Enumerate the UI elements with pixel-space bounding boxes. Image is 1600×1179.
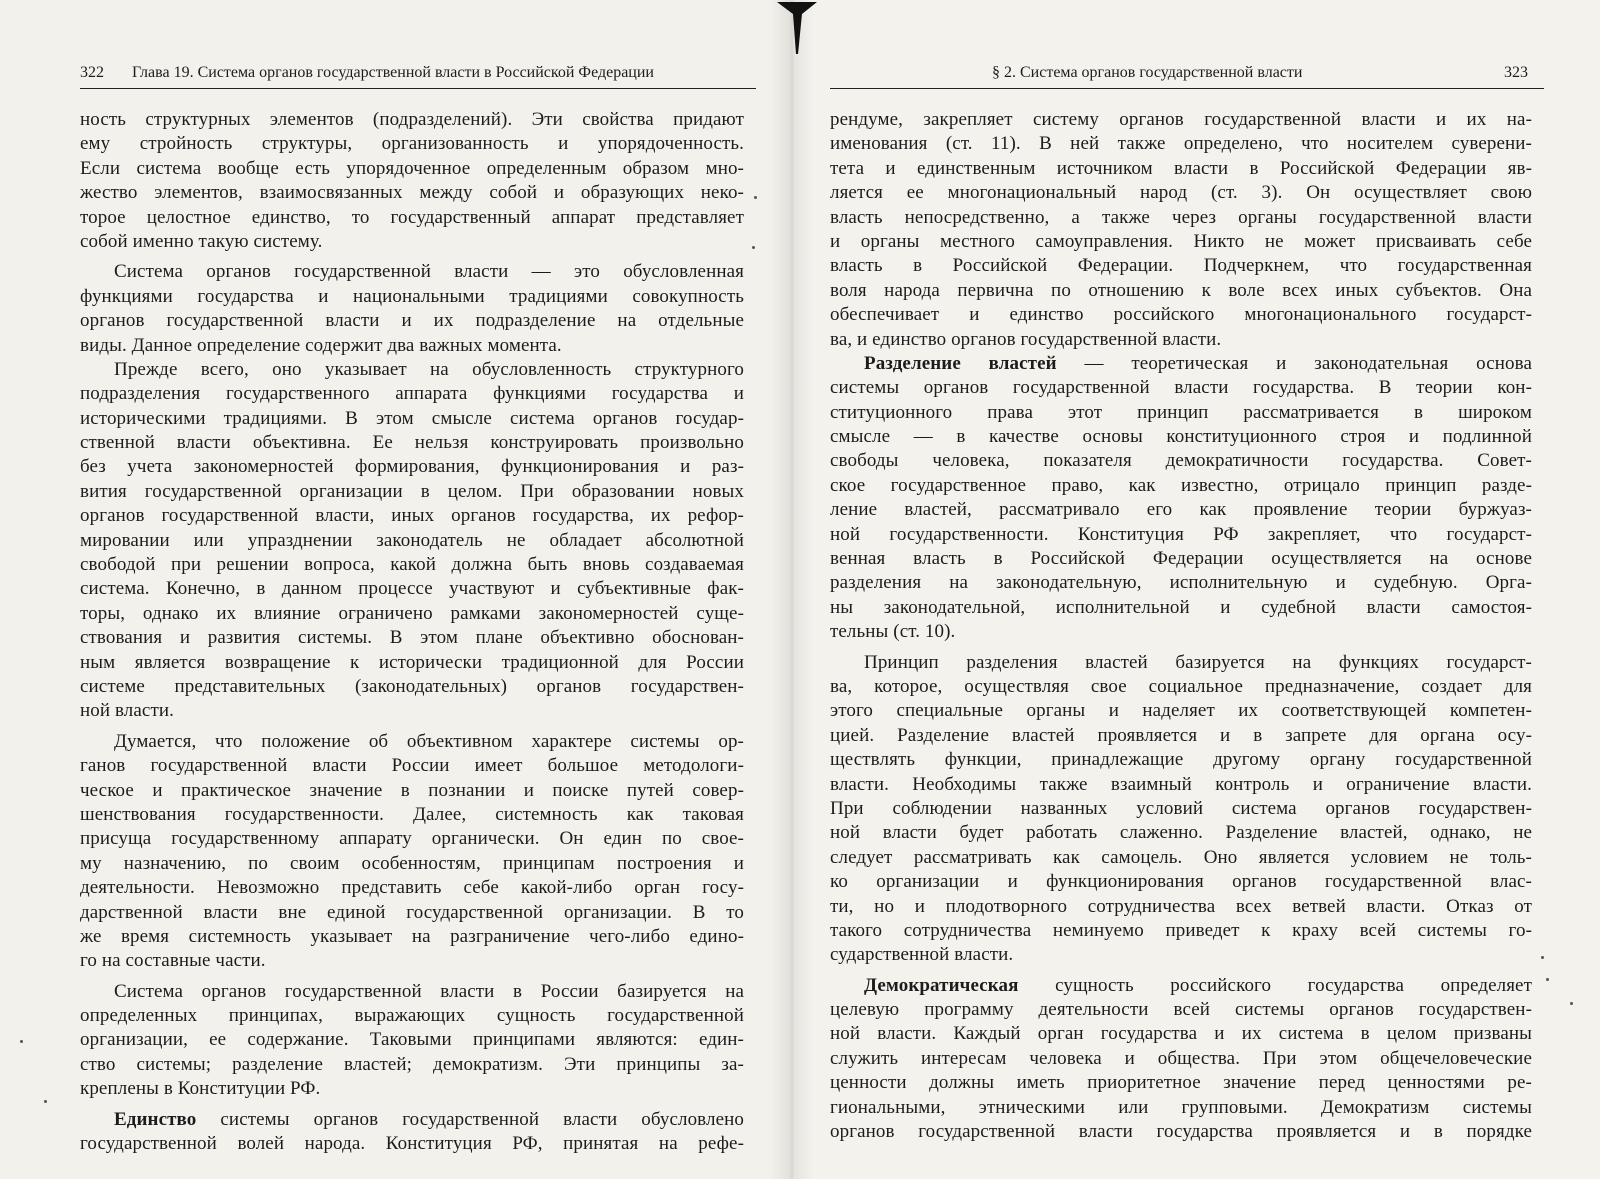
- line-text: определенных принципах, выражающих сущность государственной: [80, 1005, 744, 1027]
- line-text: виды. Данное определение содержит два важных момента.: [80, 334, 562, 356]
- line-text: ституционного права этот принцип рассматривается в широком: [830, 401, 1532, 423]
- line-text: тета и единственным источником власти в Российской Федерации яв-: [830, 157, 1532, 179]
- line-text: ной власти.: [80, 700, 174, 722]
- left-header-title: Глава 19. Система органов государственной власти в Российской Федерации: [132, 64, 654, 81]
- line-text: власти. Необходимы также взаимный контроль и ограничение власти.: [830, 773, 1532, 795]
- text-line: [830, 943, 1532, 967]
- right-header-title: § 2. Система органов государственной власти: [992, 64, 1303, 81]
- text-line: [830, 1120, 1532, 1144]
- text-line: [830, 279, 1532, 303]
- line-text: подразделения государственного аппарата функциями государства и: [80, 383, 744, 405]
- line-text: Прежде всего, оно указывает на обусловленность структурного: [114, 358, 744, 380]
- line-text: тельны (ст. 10).: [830, 621, 956, 643]
- text-line: [830, 821, 1532, 845]
- line-text: При соблюдении названных условий система органов государствен-: [830, 797, 1532, 819]
- line-text: государственной волей народа. Конституция РФ, принятая на рефе-: [80, 1133, 744, 1155]
- line-text: органов государственной власти и их подразделение на отдельные: [80, 310, 744, 332]
- line-text: вития государственной организации в целом. При образовании новых: [80, 480, 744, 502]
- line-text: го на составные части.: [80, 950, 266, 972]
- line-text: Система органов государственной власти — это обусловленная: [114, 261, 744, 283]
- line-text: ческое и практическое значение в познании и поиске путей совер-: [80, 779, 744, 801]
- text-line: [80, 309, 744, 333]
- line-text: ствования и развития системы. В этом плане объективно обоснован-: [80, 627, 744, 649]
- text-line: [830, 596, 1532, 620]
- text-line: [80, 132, 744, 156]
- text-line: [830, 523, 1532, 547]
- text-line: [80, 1053, 744, 1077]
- line-text: целевую программу деятельности всей системы органов государствен-: [830, 999, 1532, 1021]
- right-page: [790, 0, 1600, 1179]
- text-line: [830, 132, 1532, 156]
- text-line: [80, 602, 744, 626]
- text-line: [80, 181, 744, 205]
- text-line: [80, 285, 744, 309]
- line-text: Если система вообще есть упорядоченное определенным образом мно-: [80, 157, 744, 179]
- text-line: [80, 901, 744, 925]
- bold-term: Демократическая: [864, 974, 1019, 996]
- right-page-body: [830, 108, 1532, 1144]
- line-text: ляется ее многонациональный народ (ст. 3). Он осуществляет свою: [830, 182, 1532, 204]
- text-line: [830, 206, 1532, 230]
- line-text: система. Конечно, в данном процессе участвуют и субъективные фак-: [80, 578, 744, 600]
- line-text: шенствования государственности. Далее, системность как таковая: [80, 803, 744, 825]
- line-text: следует рассматривать как самоцель. Оно является условием не толь-: [830, 846, 1532, 868]
- line-text: сущность российского государства определяет: [1055, 974, 1532, 996]
- left-running-header: [80, 58, 756, 89]
- line-text: ление властей, рассматривало его как проявление теории буржуаз-: [830, 499, 1532, 521]
- text-line: [80, 334, 744, 358]
- line-text: присуща государственному аппарату органически. Он един по свое-: [80, 828, 744, 850]
- text-line: [80, 949, 744, 973]
- text-line: [830, 773, 1532, 797]
- text-line: [80, 230, 744, 254]
- line-text: дарственной власти вне единой государственной организации. В то: [80, 901, 744, 923]
- line-text: ной власти. Каждый орган государства и их система в целом призваны: [830, 1023, 1532, 1045]
- scan-speck: [1546, 978, 1549, 981]
- line-text: воля народа первична по отношению к воле всех иных субъектов. Она: [830, 279, 1532, 301]
- text-line: [830, 230, 1532, 254]
- text-line: [80, 455, 744, 479]
- text-line: [830, 620, 1532, 644]
- line-text: венная власть в Российской Федерации осуществляется на основе: [830, 548, 1532, 570]
- line-text: ему стройность структуры, организованность и упорядоченность.: [80, 133, 744, 155]
- text-line: [80, 754, 744, 778]
- text-line: [80, 980, 744, 1004]
- line-text: мировании или упразднении законодатель не обладает абсолютной: [80, 529, 744, 551]
- text-line: [830, 254, 1532, 278]
- bold-term: Разделение властей: [864, 352, 1057, 374]
- line-text: этого специальные органы и наделяет их соответствующей компетен-: [830, 700, 1532, 722]
- text-line: [80, 779, 744, 803]
- line-text: ское государственное право, как известно, отрицало принцип разде-: [830, 474, 1532, 496]
- text-line: [80, 876, 744, 900]
- line-text: ным является возвращение к исторически традиционной для России: [80, 651, 744, 673]
- scan-speck: [1570, 1002, 1573, 1005]
- line-text: сударственной власти.: [830, 944, 1014, 966]
- scan-speck: [754, 196, 757, 199]
- line-text: торы, однако их влияние ограничено рамками закономерностей суще-: [80, 602, 744, 624]
- line-text: ной власти будет работать слаженно. Разделение властей, однако, не: [830, 822, 1532, 844]
- text-line: [80, 431, 744, 455]
- line-text: обеспечивает и единство российского многонационального государст-: [830, 304, 1532, 326]
- line-text: креплены в Конституции РФ.: [80, 1078, 321, 1100]
- line-text: органов государственной власти, иных органов государства, их рефор-: [80, 505, 744, 527]
- line-text: цией. Разделение властей проявляется и в запрете для органа осу-: [830, 724, 1532, 746]
- line-text: без учета закономерностей формирования, функционирования и раз-: [80, 456, 744, 478]
- line-text: ство системы; разделение властей; демократизм. Эти принципы за-: [80, 1053, 744, 1075]
- line-text: такого сотрудничества неминуемо приведет к краху всей системы го-: [830, 919, 1532, 941]
- line-text: Думается, что положение об объективном характере системы ор-: [114, 730, 744, 752]
- line-text: системе представительных (законодательных) органов государствен-: [80, 675, 744, 697]
- text-line: [830, 157, 1532, 181]
- text-line: [80, 108, 744, 132]
- line-text: ти, но и плодотворного сотрудничества всех ветвей власти. Отказ от: [830, 895, 1532, 917]
- line-text: именования (ст. 11). В ней также определено, что носителем суверени-: [830, 133, 1532, 155]
- text-line: [80, 651, 744, 675]
- line-text: смысле — в качестве основы конституционного строя и подлинной: [830, 426, 1532, 448]
- text-line: [830, 1047, 1532, 1071]
- line-text: ценности должны иметь приоритетное значение перед ценностями ре-: [830, 1072, 1532, 1094]
- text-line: [80, 803, 744, 827]
- left-page-number: 322: [80, 64, 104, 81]
- line-text: же время системность указывает на разграничение чего-либо едино-: [80, 925, 744, 947]
- text-line: [80, 407, 744, 431]
- text-line: [830, 1022, 1532, 1046]
- line-text: служить интересам человека и общества. При этом общечеловеческие: [830, 1047, 1532, 1069]
- text-line: [830, 748, 1532, 772]
- line-text: рендуме, закрепляет систему органов государственной власти и их на-: [830, 109, 1532, 130]
- scan-speck: [44, 1100, 47, 1103]
- right-running-header: [830, 58, 1544, 89]
- line-text: ществлять функции, принадлежащие другому органу государственной: [830, 749, 1532, 771]
- line-text: ва, и единство органов государственной власти.: [830, 328, 1222, 350]
- text-line: [80, 1108, 744, 1132]
- text-line: [80, 1077, 744, 1101]
- line-text: власть непосредственно, а также через органы государственной власти: [830, 206, 1532, 228]
- line-text: ственной власти объективна. Ее нельзя конструировать произвольно: [80, 432, 744, 454]
- line-text: ва, которое, осуществляя свое социальное предназначение, создает для: [830, 675, 1532, 697]
- text-line: [80, 504, 744, 528]
- text-line: [830, 401, 1532, 425]
- line-text: жество элементов, взаимосвязанных между собой и образующих неко-: [80, 182, 744, 204]
- text-line: [80, 730, 744, 754]
- text-line: [830, 974, 1532, 998]
- text-line: [830, 108, 1532, 132]
- text-line: [830, 498, 1532, 522]
- line-text: организации, ее содержание. Таковыми принципами являются: един-: [80, 1029, 744, 1051]
- text-line: [830, 724, 1532, 748]
- text-line: [830, 571, 1532, 595]
- text-line: [830, 474, 1532, 498]
- text-line: [80, 529, 744, 553]
- line-text: функциями государства и национальными традициями совокупность: [80, 285, 744, 307]
- text-line: [80, 699, 744, 723]
- line-text: системы органов государственной власти обусловлено: [220, 1108, 744, 1130]
- text-line: [80, 1028, 744, 1052]
- line-text: Система органов государственной власти в России базируется на: [114, 980, 744, 1002]
- line-text: системы органов государственной власти государства. В теории кон-: [830, 377, 1532, 399]
- text-line: [830, 797, 1532, 821]
- text-line: [80, 1132, 744, 1156]
- line-text: историческими традициями. В этом смысле система органов государ-: [80, 407, 744, 429]
- line-text: гиональными, этническими или групповыми. Демократизм системы: [830, 1096, 1532, 1118]
- line-text: ганов государственной власти России имеет большое методологи-: [80, 755, 744, 777]
- text-line: [830, 449, 1532, 473]
- line-text: власть в Российской Федерации. Подчеркнем, что государственная: [830, 255, 1532, 277]
- binding-mark-icon: [775, 0, 819, 56]
- text-line: [80, 206, 744, 230]
- scan-speck: [1541, 956, 1544, 959]
- text-line: [830, 303, 1532, 327]
- text-line: [80, 925, 744, 949]
- text-line: [80, 852, 744, 876]
- text-line: [80, 1004, 744, 1028]
- line-text: свободы человека, показателя демократичности государства. Совет-: [830, 450, 1532, 472]
- text-line: [80, 358, 744, 382]
- bold-term: Единство: [114, 1108, 197, 1130]
- text-line: [80, 577, 744, 601]
- text-line: [830, 328, 1532, 352]
- text-line: [80, 553, 744, 577]
- left-page-body: [80, 108, 744, 1156]
- text-line: [80, 157, 744, 181]
- text-line: [830, 425, 1532, 449]
- line-text: ной государственности. Конституция РФ закрепляет, что государст-: [830, 523, 1532, 545]
- text-line: [80, 480, 744, 504]
- line-text: торое целостное единство, то государственный аппарат представляет: [80, 206, 744, 228]
- book-gutter: [770, 0, 814, 1179]
- text-line: [830, 998, 1532, 1022]
- text-line: [80, 675, 744, 699]
- line-text: деятельности. Невозможно представить себе какой-либо орган госу-: [80, 877, 744, 899]
- line-text: ны законодательной, исполнительной и судебной власти самостоя-: [830, 596, 1532, 618]
- text-line: [830, 846, 1532, 870]
- right-page-number: 323: [1504, 64, 1528, 81]
- scan-speck: [752, 246, 755, 249]
- text-line: [830, 919, 1532, 943]
- text-line: [80, 827, 744, 851]
- text-line: [830, 675, 1532, 699]
- text-line: [80, 382, 744, 406]
- text-line: [830, 1096, 1532, 1120]
- line-text: органов государственной власти государства проявляется и в порядке: [830, 1121, 1532, 1143]
- left-page: [0, 0, 790, 1179]
- line-text: собой именно такую систему.: [80, 230, 323, 252]
- text-line: [830, 651, 1532, 675]
- text-line: [80, 626, 744, 650]
- text-line: [830, 352, 1532, 376]
- line-text: свободой при решении вопроса, какой должна быть вновь создаваемая: [80, 554, 744, 576]
- line-text: разделения на законодательную, исполнительную и судебную. Орга-: [830, 572, 1532, 594]
- line-text: ность структурных элементов (подразделений). Эти свойства придают: [80, 109, 744, 130]
- text-line: [830, 1071, 1532, 1095]
- line-text: — теоретическая и законодательная основа: [1084, 352, 1532, 374]
- text-line: [80, 260, 744, 284]
- text-line: [830, 699, 1532, 723]
- line-text: ко организации и функционирования органов государственной влас-: [830, 871, 1532, 893]
- text-line: [830, 547, 1532, 571]
- line-text: и органы местного самоуправления. Никто не может присваивать себе: [830, 230, 1532, 252]
- line-text: Принцип разделения властей базируется на функциях государст-: [864, 651, 1532, 673]
- line-text: му назначению, по своим особенностям, принципам построения и: [80, 852, 744, 874]
- scan-speck: [20, 1040, 23, 1043]
- text-line: [830, 895, 1532, 919]
- text-line: [830, 181, 1532, 205]
- text-line: [830, 376, 1532, 400]
- text-line: [830, 870, 1532, 894]
